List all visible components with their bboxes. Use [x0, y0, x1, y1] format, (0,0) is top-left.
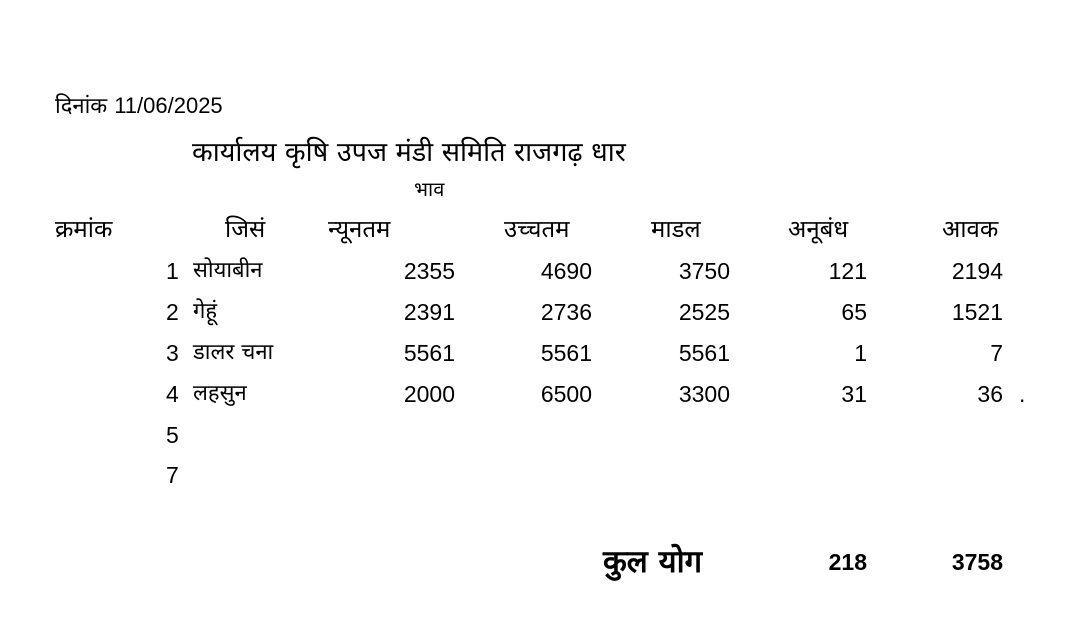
row-model: 3300: [678, 381, 730, 407]
row-max: 5561: [540, 340, 592, 366]
row-item: डालर चना: [193, 340, 274, 365]
column-header-arrival: आवक: [942, 215, 999, 243]
table-row: [0, 381, 1080, 421]
row-min: 2000: [403, 381, 455, 407]
row-model: 3750: [678, 258, 730, 284]
table-row: [0, 462, 1080, 502]
row-min: 2391: [403, 299, 455, 325]
row-item: लहसुन: [193, 381, 247, 406]
row-model: 5561: [678, 340, 730, 366]
row-arrival: 7: [990, 340, 1003, 366]
row-sno: 7: [166, 462, 179, 488]
row-contract: 31: [841, 381, 867, 407]
total-contract: 218: [828, 549, 867, 575]
row-contract: 121: [828, 258, 867, 284]
row-max: 6500: [540, 381, 592, 407]
row-sno: 5: [166, 422, 179, 448]
column-header-contract: अनूबंध: [788, 215, 849, 243]
row-contract: 1: [854, 340, 867, 366]
column-header-max: उच्चतम: [504, 215, 570, 243]
column-header-min: न्यूनतम: [328, 215, 391, 243]
row-arrival: 36: [977, 381, 1003, 407]
date-value: 11/06/2025: [114, 93, 223, 118]
row-model: 2525: [678, 299, 730, 325]
row-item: सोयाबीन: [193, 258, 263, 283]
row-arrival: 1521: [951, 299, 1003, 325]
row-mark: .: [1019, 381, 1026, 407]
table-row: [0, 340, 1080, 380]
row-contract: 65: [841, 299, 867, 325]
column-header-sno: क्रमांक: [55, 215, 113, 243]
table-row: [0, 299, 1080, 339]
bhav-label: भाव: [414, 177, 445, 201]
row-max: 4690: [540, 258, 592, 284]
row-min: 5561: [403, 340, 455, 366]
row-sno: 4: [166, 381, 179, 407]
row-sno: 3: [166, 340, 179, 366]
table-row: [0, 258, 1080, 298]
row-item: गेहूं: [193, 299, 218, 324]
date-line: [55, 90, 223, 120]
date-label: दिनांक: [55, 94, 108, 119]
row-max: 2736: [540, 299, 592, 325]
row-min: 2355: [403, 258, 455, 284]
total-label: कुल योग: [603, 544, 703, 580]
total-arrival: 3758: [951, 549, 1003, 575]
row-sno: 1: [166, 258, 179, 284]
row-sno: 2: [166, 299, 179, 325]
office-title: कार्यालय कृषि उपज मंडी समिति राजगढ़ धार: [192, 137, 626, 168]
column-header-item: जिसं: [225, 215, 266, 243]
column-header-model: माडल: [651, 215, 701, 243]
row-arrival: 2194: [951, 258, 1003, 284]
table-row: [0, 422, 1080, 462]
